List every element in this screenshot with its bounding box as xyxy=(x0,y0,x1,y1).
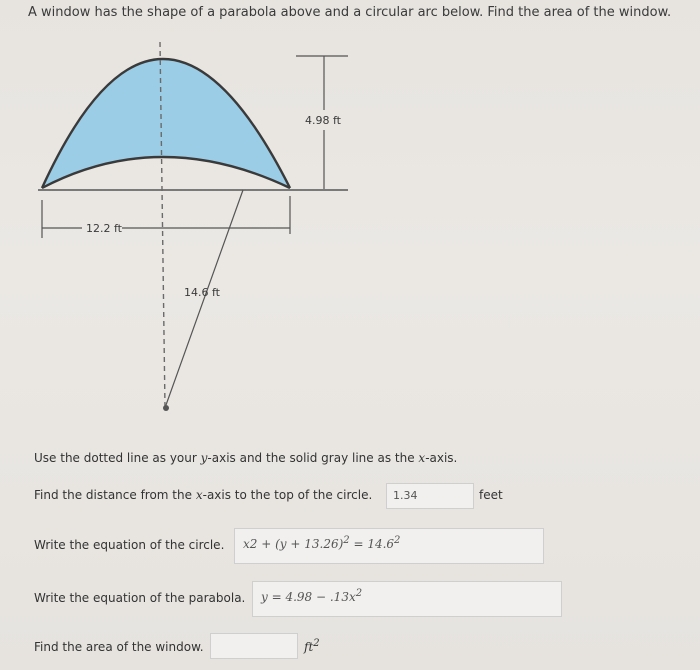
instruction-prefix: Use the dotted line as your xyxy=(34,451,201,465)
problem-statement: A window has the shape of a parabola above and a circular arc below. Find the area of the window. xyxy=(28,5,672,20)
y-axis-var: y xyxy=(200,451,208,465)
distance-unit: feet xyxy=(479,488,503,502)
distance-var: x xyxy=(195,488,203,502)
distance-suffix: -axis to the top of the circle. xyxy=(202,488,373,502)
circle-center-point xyxy=(163,405,169,411)
radius-label: 14.6 ft xyxy=(184,286,220,299)
instruction-suffix: -axis. xyxy=(425,451,458,465)
parabola-equation-input[interactable] xyxy=(252,581,562,617)
circle-question: Write the equation of the circle. xyxy=(34,538,225,552)
width-label: 12.2 ft xyxy=(86,222,122,235)
distance-answer-input[interactable]: 1.34 xyxy=(386,483,474,509)
area-unit-exp: 2 xyxy=(313,638,320,649)
circle-eq-tail: = 14.6 xyxy=(349,537,395,551)
distance-question xyxy=(34,488,372,502)
x-axis-var: x xyxy=(418,451,426,465)
axis-instruction xyxy=(34,451,457,465)
circle-eq-main: x2 + (y + 13.26) xyxy=(243,537,344,551)
parabola-eq-exp: 2 xyxy=(355,588,363,599)
circle-eq-exp2: 2 xyxy=(394,535,401,546)
area-unit-main: ft xyxy=(304,640,314,654)
circle-eq-exp: 2 xyxy=(343,535,350,546)
instruction-middle: -axis and the solid gray line as the xyxy=(207,451,419,465)
circle-equation-input[interactable] xyxy=(234,528,544,564)
parabola-question: Write the equation of the parabola. xyxy=(34,591,246,605)
parabola-eq-main: y = 4.98 − .13x xyxy=(261,590,356,604)
area-answer-input[interactable] xyxy=(210,633,298,659)
height-label: 4.98 ft xyxy=(305,114,341,127)
area-unit xyxy=(304,638,320,654)
area-question: Find the area of the window. xyxy=(34,640,204,654)
distance-prefix: Find the distance from the xyxy=(34,488,196,502)
